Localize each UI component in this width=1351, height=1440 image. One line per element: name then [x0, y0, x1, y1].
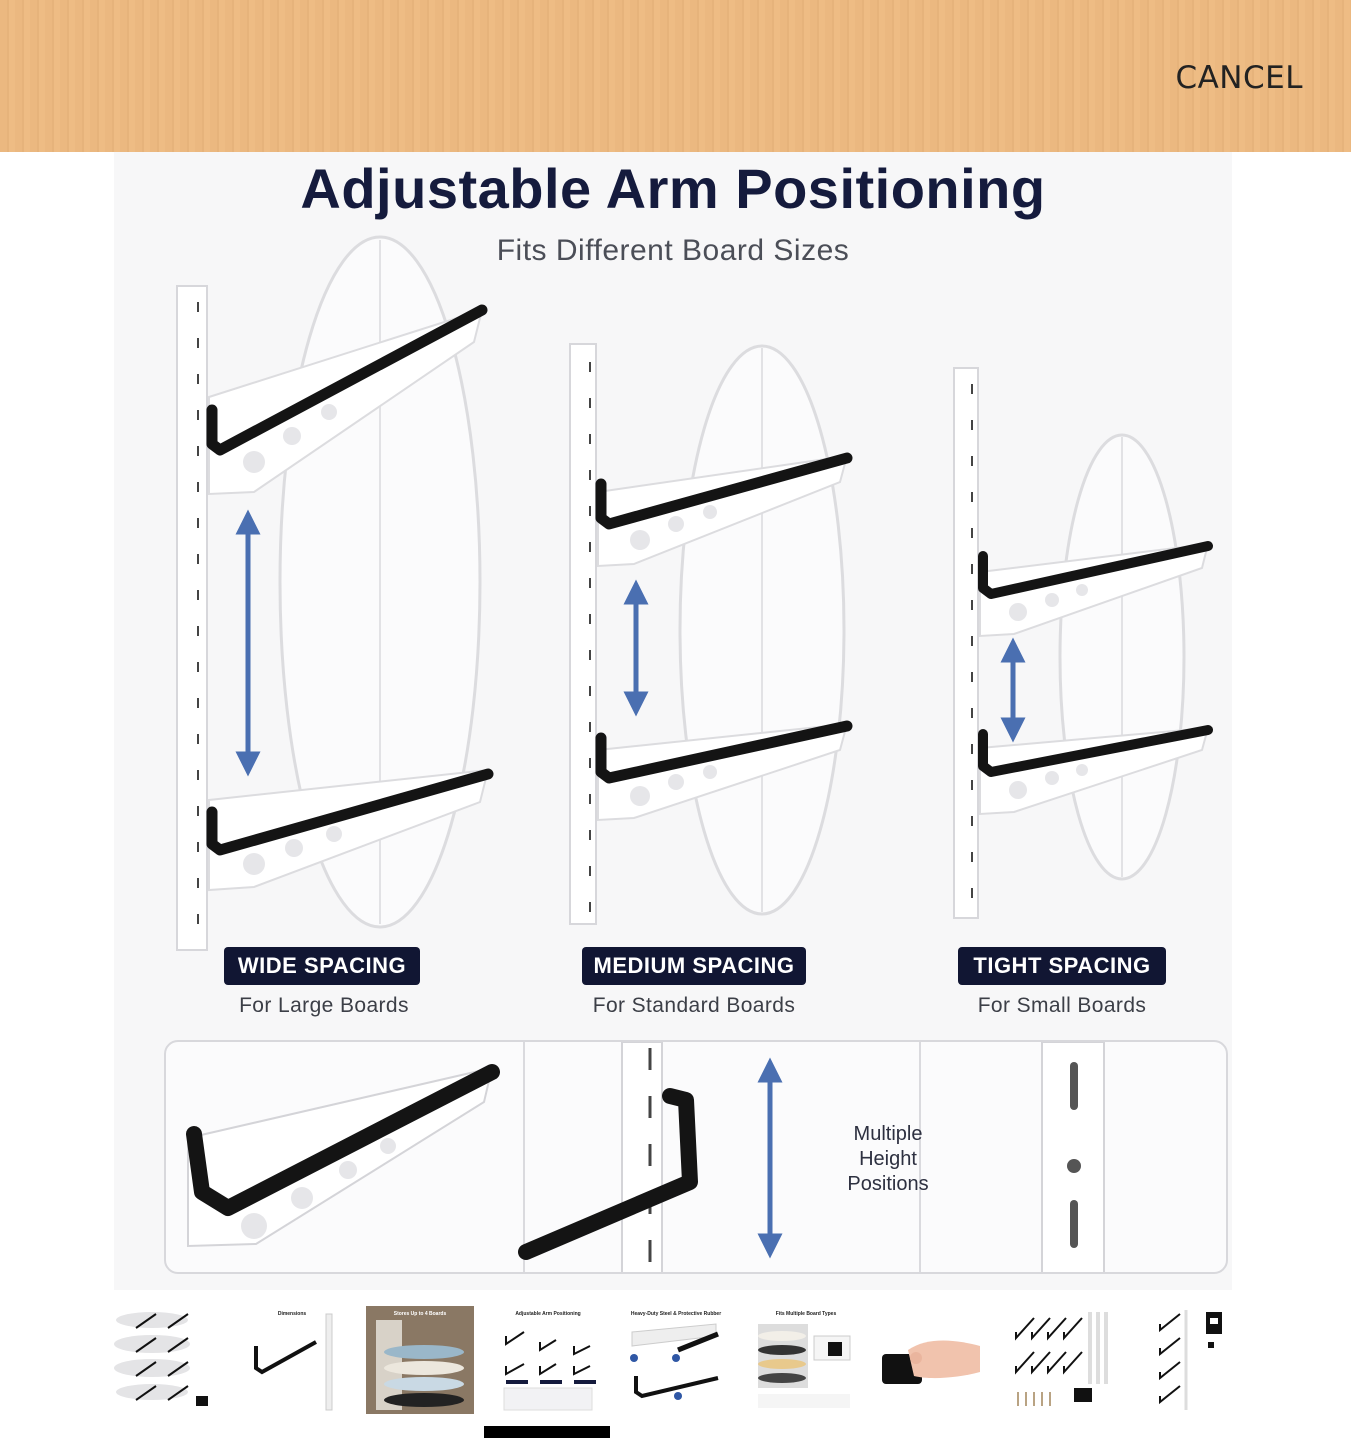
thumbnail-2-image — [238, 1306, 346, 1414]
thumbnail-6-label: Fits Multiple Board Types — [775, 1311, 837, 1317]
panel-tight — [954, 368, 1208, 918]
wall-rail — [177, 286, 207, 950]
thumbnail-1-image — [112, 1306, 220, 1414]
detail-panel — [164, 1040, 1228, 1274]
caption-tight: For Small Boards — [977, 994, 1147, 1017]
thumbnail-8[interactable] — [1008, 1306, 1116, 1414]
hero-subtitle: Fits Different Board Sizes — [496, 234, 850, 267]
multiple-height-text — [778, 1122, 998, 1197]
panel-wide — [177, 237, 488, 950]
detail-illustration — [166, 1042, 1228, 1274]
detail-line-2: Height — [859, 1148, 917, 1170]
detail-line-1: Multiple — [853, 1123, 923, 1145]
detail-line-3: Positions — [847, 1173, 929, 1195]
thumbnail-4[interactable] — [494, 1306, 602, 1414]
panel-medium — [570, 344, 847, 924]
thumbnail-3-label: Stores Up to 4 Boards — [393, 1311, 447, 1317]
thumbnail-9-image — [1134, 1306, 1242, 1414]
cancel-button[interactable]: CANCEL — [1175, 60, 1303, 96]
thumbnail-3-image — [366, 1306, 474, 1414]
carousel-position-indicator — [484, 1426, 610, 1438]
top-bar — [0, 0, 1351, 152]
thumbnail-6-image — [752, 1306, 860, 1414]
thumbnail-9[interactable] — [1134, 1306, 1242, 1414]
badge-wide-spacing: WIDE SPACING — [224, 947, 420, 985]
thumbnail-5-label: Heavy-Duty Steel & Protective Rubber — [630, 1311, 722, 1317]
thumbnail-5[interactable] — [622, 1306, 730, 1414]
thumbnail-4-label: Adjustable Arm Positioning — [515, 1311, 581, 1317]
caption-wide: For Large Boards — [239, 994, 409, 1017]
thumbnail-2[interactable] — [238, 1306, 346, 1414]
caption-medium: For Standard Boards — [592, 994, 796, 1017]
thumbnail-1[interactable] — [112, 1306, 220, 1414]
badge-medium-spacing: MEDIUM SPACING — [582, 947, 806, 985]
thumbnail-4-image — [494, 1306, 602, 1414]
thumbnail-8-image — [1008, 1306, 1116, 1414]
thumbnail-7[interactable] — [878, 1306, 986, 1414]
hero-title: Adjustable Arm Positioning — [300, 157, 1046, 220]
thumbnail-5-image — [622, 1306, 730, 1414]
arm-rubber — [526, 1096, 690, 1252]
wall-rail — [570, 344, 596, 924]
thumbnail-3[interactable] — [366, 1306, 474, 1414]
thumbnail-7-image — [878, 1306, 986, 1414]
product-image — [114, 152, 1232, 1290]
thumbnail-6[interactable] — [752, 1306, 860, 1414]
badge-tight-spacing: TIGHT SPACING — [958, 947, 1166, 985]
thumbnail-strip — [110, 1306, 1240, 1416]
wall-rail — [954, 368, 978, 918]
thumbnail-2-label: Dimensions — [277, 1311, 307, 1317]
